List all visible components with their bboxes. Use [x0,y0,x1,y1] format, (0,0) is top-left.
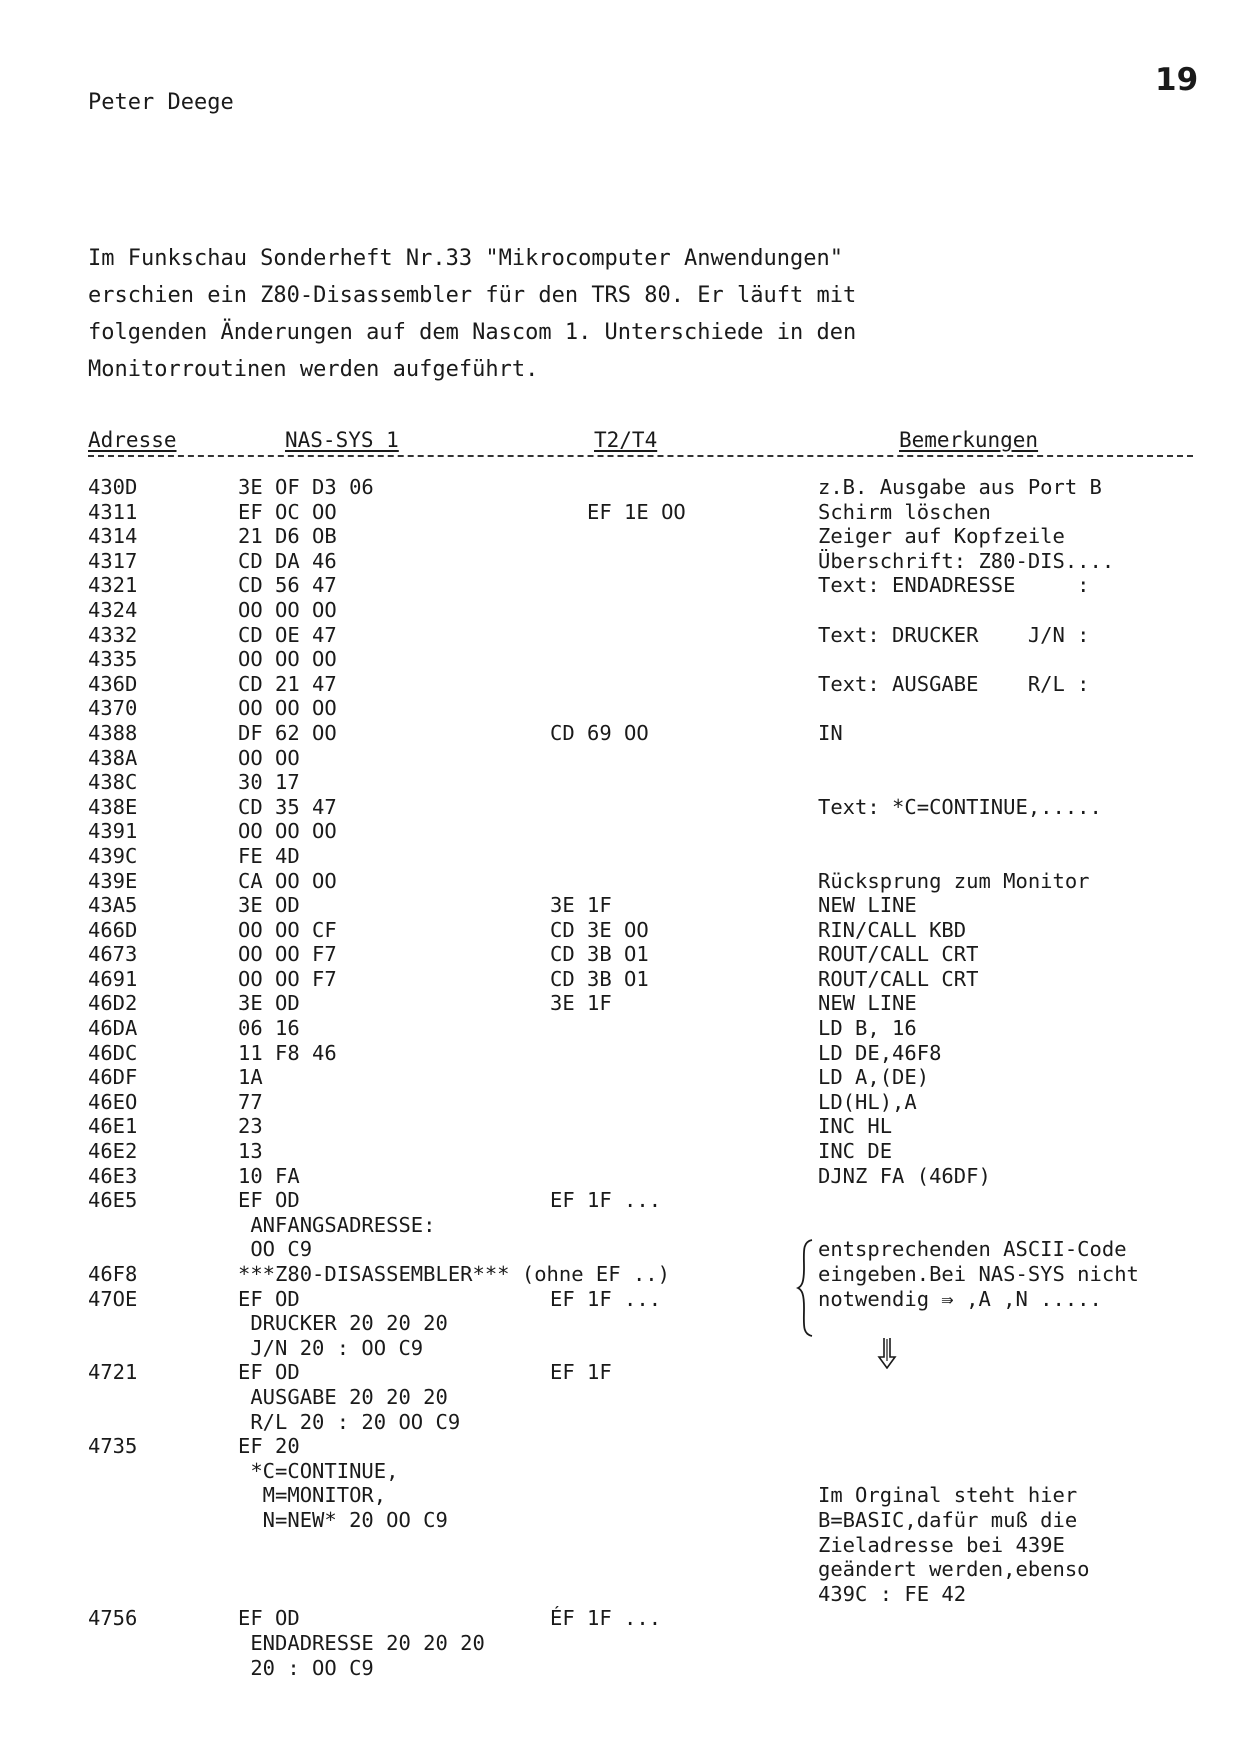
remark-cell: Rücksprung zum Monitor [818,868,1090,893]
t2-t4-cell: CD 3E OO [550,917,649,942]
nas-sys-cell: R/L 20 : 20 OO C9 [238,1409,461,1434]
table-row [0,1606,1240,1631]
nas-sys-cell: EF OD [238,1286,300,1311]
page-number: 19 [1155,62,1199,98]
address-cell: 46E2 [88,1139,138,1164]
table-row [0,918,1240,943]
nas-sys-cell: ANFANGSADRESSE: [238,1212,436,1237]
address-cell: 4691 [88,966,138,991]
remark-cell: eingeben.Bei NAS-SYS nicht [818,1262,1139,1286]
nas-sys-cell: 10 FA [238,1163,300,1188]
nas-sys-cell: DRUCKER 20 20 20 [238,1311,448,1336]
remark-cell: Zieladresse bei 439E [818,1532,1065,1557]
address-cell: 4735 [88,1434,138,1459]
address-cell: 436D [88,671,138,696]
nas-sys-cell: EF OD [238,1188,300,1213]
table-row [0,1262,1240,1287]
nas-sys-cell: EF OC OO [238,499,337,524]
header-t2-t4: T2/T4 [594,428,658,452]
table-row [0,647,1240,672]
nas-sys-cell: ***Z80-DISASSEMBLER*** (ohne EF ..) [238,1262,670,1286]
t2-t4-cell: CD 69 OO [550,720,649,745]
nas-sys-cell: EF OD [238,1360,300,1385]
remark-cell: LD(HL),A [818,1089,917,1114]
nas-sys-cell: OO OO OO [238,819,337,844]
remark-cell: z.B. Ausgabe aus Port B [818,475,1102,499]
address-cell: 46F8 [88,1262,138,1286]
t2-t4-cell: EF 1F [550,1360,612,1385]
address-cell: 46E5 [88,1188,138,1213]
t2-t4-cell: 3E 1F [550,991,612,1016]
intro-line: folgenden Änderungen auf dem Nascom 1. Unterschiede in den [88,320,857,345]
nas-sys-cell: OO OO CF [238,917,337,942]
remark-cell: Text: DRUCKER J/N : [818,622,1090,647]
address-cell: 46DA [88,1016,138,1041]
address-cell: 46D2 [88,991,138,1016]
address-cell: 4324 [88,597,138,622]
table-row [0,1631,1240,1656]
address-cell: 46DF [88,1065,138,1090]
address-cell: 439C [88,843,138,868]
remark-cell: Text: *C=CONTINUE,..... [818,794,1102,819]
address-cell: 46EO [88,1089,138,1114]
address-cell: 46E1 [88,1114,138,1139]
nas-sys-cell: CD 21 47 [238,671,337,696]
table-row [0,1237,1240,1262]
nas-sys-cell: 21 D6 OB [238,524,337,549]
nas-sys-cell: 20 : OO C9 [238,1655,374,1680]
remark-cell: INC DE [818,1139,893,1164]
t2-t4-cell: EF 1F ... [550,1188,662,1213]
table-row [0,1434,1240,1459]
remark-cell: DJNZ FA (46DF) [818,1163,991,1188]
remark-cell: Überschrift: Z80-DIS.... [818,548,1115,573]
nas-sys-cell: EF OD [238,1606,300,1631]
remark-cell: LD B, 16 [818,1016,917,1041]
nas-sys-cell: OO OO F7 [238,942,337,967]
table-row [0,1533,1240,1558]
table-row [0,1360,1240,1385]
nas-sys-cell: CD 56 47 [238,573,337,598]
address-cell: 4314 [88,524,138,549]
nas-sys-cell: CA OO OO [238,868,337,893]
t2-t4-cell: EF 1E OO [550,499,686,524]
table-row [0,1041,1240,1066]
table-header [88,428,1193,458]
header-address: Adresse [88,428,177,452]
address-cell: 47OE [88,1286,138,1311]
table-row [0,819,1240,844]
nas-sys-cell: FE 4D [238,843,300,868]
nas-sys-cell: 3E OD [238,991,300,1016]
address-cell: 4321 [88,573,138,598]
nas-sys-cell: 3E OF D3 06 [238,475,374,499]
remark-cell: LD DE,46F8 [818,1040,942,1065]
remark-cell: Text: ENDADRESSE : [818,573,1090,598]
table-row [0,1459,1240,1484]
intro-paragraph [88,240,856,388]
remark-cell: NEW LINE [818,991,917,1016]
address-cell: 438C [88,770,138,795]
table-row [0,1287,1240,1312]
nas-sys-cell: OO OO OO [238,647,337,672]
table-row [0,1065,1240,1090]
nas-sys-cell: 23 [238,1114,263,1139]
table-row [0,942,1240,967]
nas-sys-cell: *C=CONTINUE, [238,1458,399,1483]
nas-sys-cell: DF 62 OO [238,720,337,745]
address-cell: 4673 [88,942,138,967]
table-row [0,844,1240,869]
remark-cell: notwendig ⇛ ,A ,N ..... [818,1286,1102,1311]
address-cell: 46E3 [88,1163,138,1188]
address-cell: 466D [88,917,138,942]
header-nas-sys: NAS-SYS 1 [285,428,399,452]
t2-t4-cell: CD 3B O1 [550,966,649,991]
intro-line: erschien ein Z80-Disassembler für den TRS 80. Er läuft mit [88,283,857,308]
address-cell: 4311 [88,499,138,524]
table-row [0,1508,1240,1533]
table-row [0,1139,1240,1164]
table-row [0,991,1240,1016]
address-cell: 4391 [88,819,138,844]
remark-cell: B=BASIC,dafür muß die [818,1507,1078,1532]
address-cell: 4332 [88,622,138,647]
table-row [0,893,1240,918]
nas-sys-cell: EF 20 [238,1434,300,1459]
intro-line: Im Funkschau Sonderheft Nr.33 "Mikrocomputer Anwendungen" [88,246,843,271]
author-name: Peter Deege [88,90,234,115]
table-row [0,500,1240,525]
nas-sys-cell: J/N 20 : OO C9 [238,1335,424,1360]
nas-sys-cell: 06 16 [238,1016,300,1041]
remark-cell: entsprechenden ASCII-Code [818,1237,1127,1262]
address-cell: 4721 [88,1360,138,1385]
remark-cell: INC HL [818,1114,893,1139]
address-cell: 46DC [88,1040,138,1065]
t2-t4-cell: EF 1F ... [550,1286,662,1311]
remark-cell: ROUT/CALL CRT [818,942,979,967]
nas-sys-cell: 3E OD [238,893,300,918]
header-divider [88,455,1193,457]
table-row [0,524,1240,549]
table-row [0,549,1240,574]
table-row [0,1114,1240,1139]
address-cell: 438A [88,745,138,770]
remark-cell: 439C : FE 42 [818,1581,967,1606]
table-row [0,869,1240,894]
table-row [0,1582,1240,1607]
nas-sys-cell: OO OO OO [238,696,337,721]
table-row [0,967,1240,992]
remark-cell: RIN/CALL KBD [818,917,967,942]
listing-table [0,475,1240,1680]
table-row [0,598,1240,623]
table-row [0,795,1240,820]
header-remarks: Bemerkungen [899,428,1039,452]
address-cell: 430D [88,475,138,499]
nas-sys-cell: 77 [238,1089,263,1114]
table-row [0,696,1240,721]
remark-cell: LD A,(DE) [818,1065,930,1090]
table-row [0,770,1240,795]
remark-cell: NEW LINE [818,893,917,918]
remark-cell: Schirm löschen [818,499,991,524]
nas-sys-cell: OO OO [238,745,300,770]
nas-sys-cell: N=NEW* 20 OO C9 [238,1507,448,1532]
remark-cell: Zeiger auf Kopfzeile [818,524,1065,549]
address-cell: 4370 [88,696,138,721]
table-row [0,1090,1240,1115]
t2-t4-cell: CD 3B O1 [550,942,649,967]
nas-sys-cell: 1A [238,1065,263,1090]
table-row [0,1483,1240,1508]
table-row [0,1311,1240,1336]
table-row [0,1336,1240,1361]
nas-sys-cell: 13 [238,1139,263,1164]
table-row [0,1188,1240,1213]
remark-cell: IN [818,720,843,745]
intro-line: Monitorroutinen werden aufgeführt. [88,357,539,382]
nas-sys-cell: ENDADRESSE 20 20 20 [238,1630,485,1655]
left-curly-brace-icon [796,1238,814,1338]
table-row [0,1016,1240,1041]
table-row [0,1164,1240,1189]
remark-cell: Im Orginal steht hier [818,1483,1078,1508]
address-cell: 4388 [88,720,138,745]
nas-sys-cell: OO OO F7 [238,966,337,991]
nas-sys-cell: 11 F8 46 [238,1040,337,1065]
address-cell: 438E [88,794,138,819]
address-cell: 4317 [88,548,138,573]
address-cell: 439E [88,868,138,893]
nas-sys-cell: CD 35 47 [238,794,337,819]
nas-sys-cell: CD DA 46 [238,548,337,573]
t2-t4-cell: ÉF 1F ... [550,1606,662,1631]
table-row [0,623,1240,648]
table-row [0,1656,1240,1681]
remark-cell: ROUT/CALL CRT [818,966,979,991]
table-row [0,1410,1240,1435]
address-cell: 4756 [88,1606,138,1631]
table-row [0,1213,1240,1238]
table-row [0,475,1240,500]
nas-sys-cell: M=MONITOR, [238,1483,387,1508]
table-row [0,672,1240,697]
nas-sys-cell: CD OE 47 [238,622,337,647]
nas-sys-cell: 30 17 [238,770,300,795]
nas-sys-cell: OO OO OO [238,597,337,622]
address-cell: 43A5 [88,893,138,918]
remark-cell: Text: AUSGABE R/L : [818,671,1090,696]
t2-t4-cell: 3E 1F [550,893,612,918]
table-row [0,573,1240,598]
down-arrow-icon [877,1337,897,1369]
table-row [0,721,1240,746]
table-row [0,746,1240,771]
remark-cell: geändert werden,ebenso [818,1557,1090,1582]
nas-sys-cell: AUSGABE 20 20 20 [238,1384,448,1409]
table-row [0,1385,1240,1410]
nas-sys-cell: OO C9 [238,1237,313,1262]
table-row [0,1557,1240,1582]
address-cell: 4335 [88,647,138,672]
